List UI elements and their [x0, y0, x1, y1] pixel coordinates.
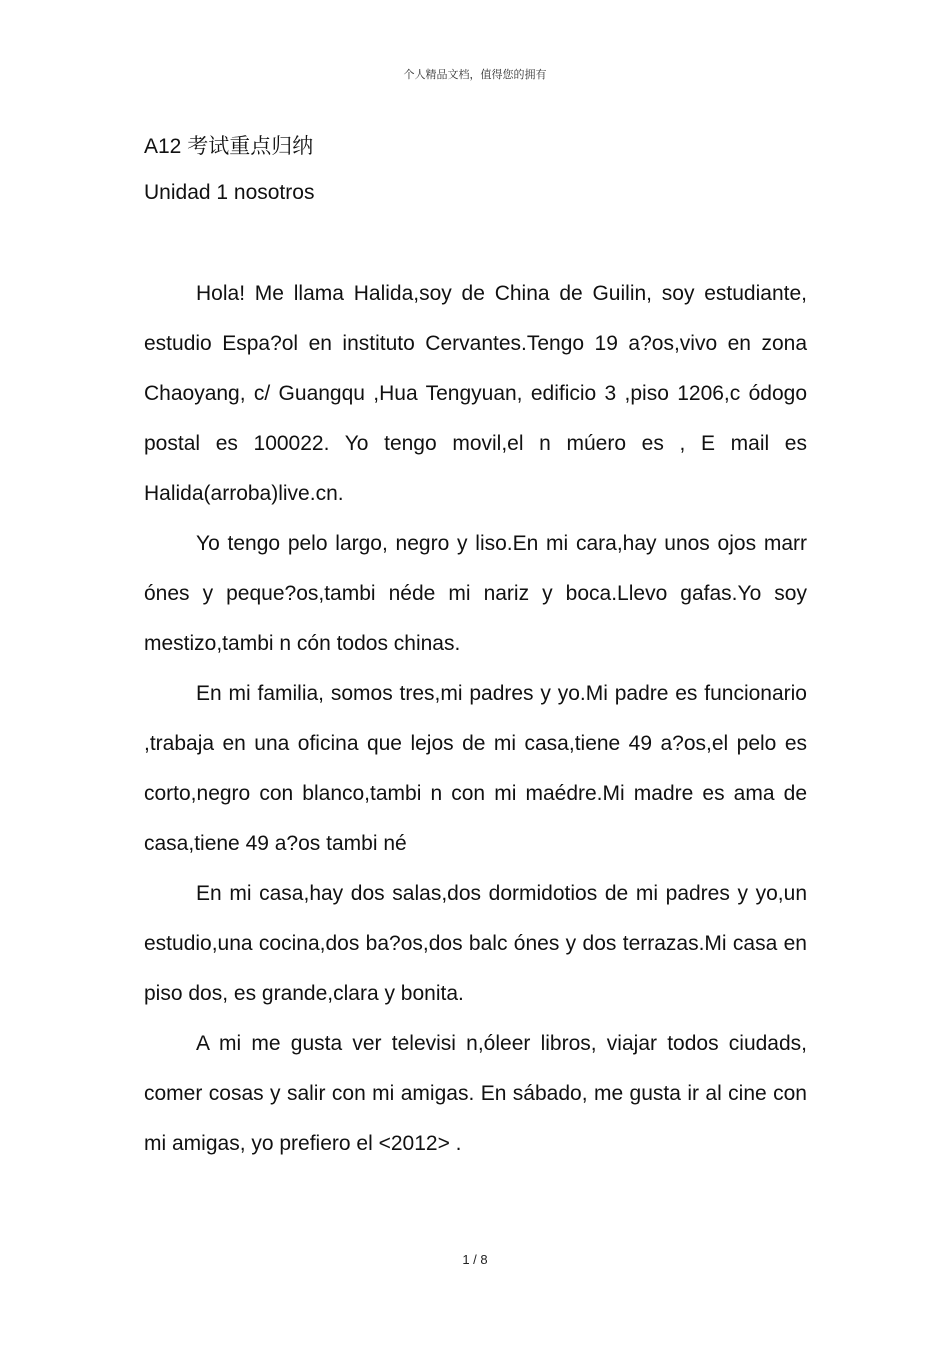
body-text	[144, 269, 807, 1169]
paragraph-hobbies: A mi me gusta ver televisi n,óleer libros, viajar todos ciudads, comer cosas y salir con mi amigas. En sábado, me gusta ir al cine con mi amigas, yo prefiero el <2012> .	[144, 1032, 807, 1155]
page-number: 1 / 8	[462, 1252, 488, 1267]
paragraph-family: En mi familia, somos tres,mi padres y yo.Mi padre es funcionario ,trabaja en una oficina que lejos de mi casa,tiene 49 a?os,el pelo es corto,negro con blanco,tambi n con mi maédre.Mi madre es ama de casa,tiene 49 a?os tambi né	[144, 682, 807, 855]
paragraph-appearance: Yo tengo pelo largo, negro y liso.En mi cara,hay unos ojos marr ónes y peque?os,tambi néde mi nariz y boca.Llevo gafas.Yo soy mestizo,tambi n cón todos chinas.	[144, 532, 807, 655]
paragraph-introduction: Hola! Me llama Halida,soy de China de Guilin, soy estudiante, estudio Espa?ol en instituto Cervantes.Tengo 19 a?os,vivo en zona Chaoyang, c/ Guangqu ,Hua Tengyuan, edificio 3 ,piso 1206,c ódogo postal es 100022. Yo tengo movil,el n múero es , E mail es Halida(arroba)live.cn.	[144, 282, 807, 505]
unit-heading: Unidad 1 nosotros	[144, 181, 315, 204]
document-title: A12 考试重点归纳	[144, 135, 314, 158]
page-header: 个人精品文档，值得您的拥有	[403, 69, 547, 81]
paragraph-house: En mi casa,hay dos salas,dos dormidotios de mi padres y yo,un estudio,una cocina,dos ba?os,dos balc ónes y dos terrazas.Mi casa en piso dos, es grande,clara y bonita.	[144, 882, 807, 1005]
